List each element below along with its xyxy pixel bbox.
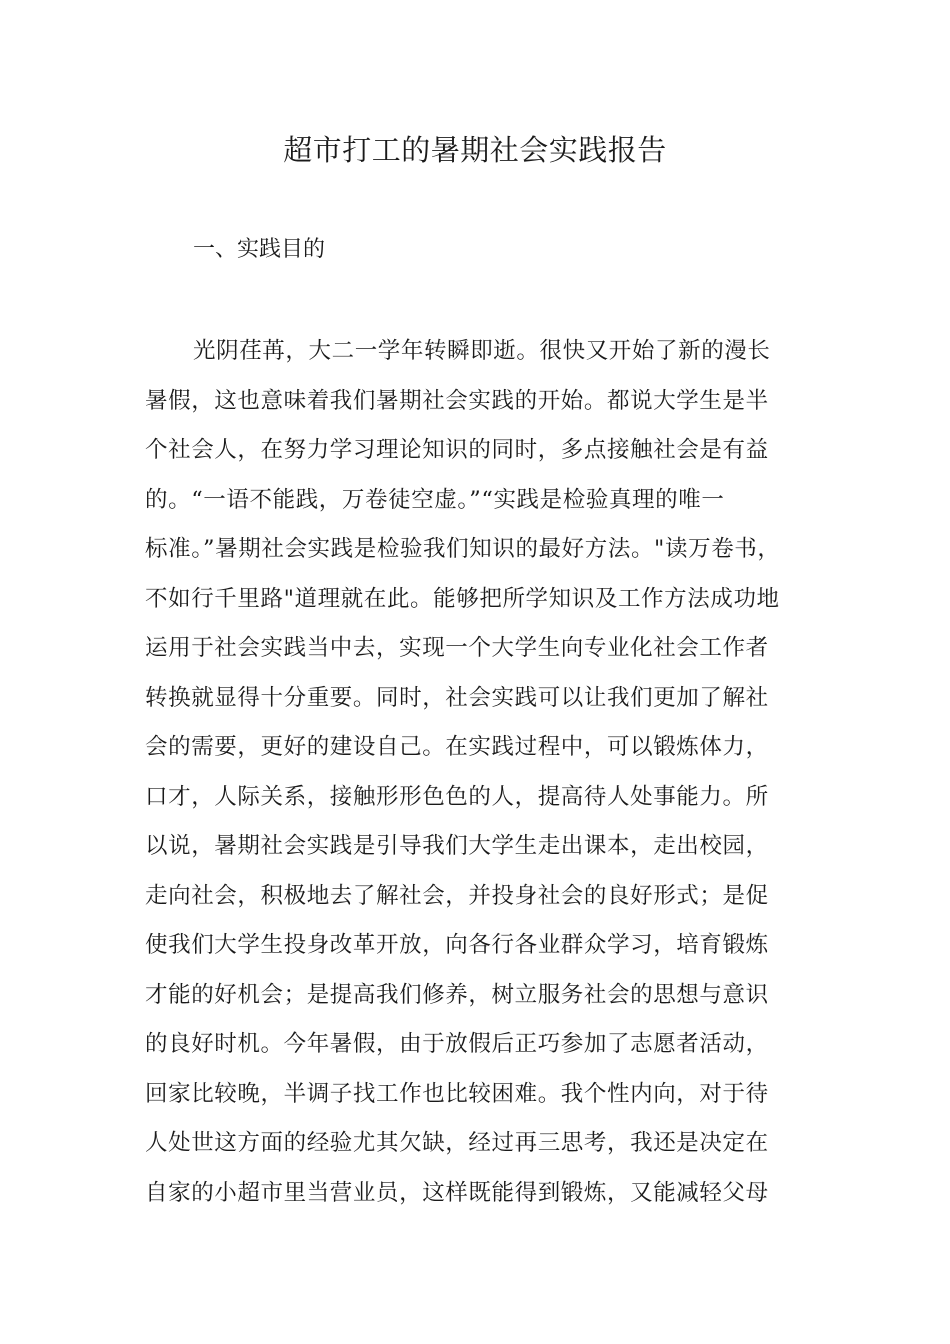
document-title: 超市打工的暑期社会实践报告 bbox=[283, 133, 667, 167]
paragraph-line: 暑假，这也意味着我们暑期社会实践的开始。都说大学生是半 bbox=[145, 387, 769, 414]
paragraph-line: 才能的好机会；是提高我们修养，树立服务社会的思想与意识 bbox=[145, 981, 769, 1008]
paragraph-line: 转换就显得十分重要。同时，社会实践可以让我们更加了解社 bbox=[145, 684, 769, 711]
paragraph-line: 的良好时机。今年暑假，由于放假后正巧参加了志愿者活动， bbox=[145, 1031, 769, 1057]
paragraph-line: 使我们大学生投身改革开放，向各行各业群众学习，培育锻炼 bbox=[145, 932, 769, 958]
paragraph-line: 人处世这方面的经验尤其欠缺，经过再三思考，我还是决定在 bbox=[145, 1130, 769, 1156]
paragraph-line: 标准。”暑期社会实践是检验我们知识的最好方法。"读万卷书， bbox=[145, 536, 781, 562]
paragraph-line: 走向社会，积极地去了解社会，并投身社会的良好形式；是促 bbox=[145, 882, 769, 909]
body-paragraph bbox=[145, 331, 825, 1222]
paragraph-line: 不如行千里路"道理就在此。能够把所学知识及工作方法成功地 bbox=[145, 585, 780, 612]
paragraph-line: 回家比较晚，半调子找工作也比较困难。我个性内向，对于待 bbox=[145, 1080, 769, 1107]
paragraph-line: 运用于社会实践当中去，实现一个大学生向专业化社会工作者 bbox=[145, 635, 769, 661]
paragraph-line: 自家的小超市里当营业员，这样既能得到锻炼，又能减轻父母 bbox=[145, 1179, 769, 1206]
paragraph-line: 以说，暑期社会实践是引导我们大学生走出课本，走出校园， bbox=[145, 833, 769, 859]
paragraph-line: 的。“一语不能践，万卷徒空虚。”“实践是检验真理的唯一 bbox=[145, 486, 725, 513]
section-heading: 一、实践目的 bbox=[193, 237, 326, 262]
paragraph-line: 光阴荏苒，大二一学年转瞬即逝。很快又开始了新的漫长 bbox=[193, 338, 771, 364]
paragraph-line: 口才，人际关系，接触形形色色的人，提高待人处事能力。所 bbox=[145, 783, 769, 810]
paragraph-line: 个社会人，在努力学习理论知识的同时，多点接触社会是有益 bbox=[145, 437, 769, 463]
paragraph-line: 会的需要，更好的建设自己。在实践过程中，可以锻炼体力， bbox=[145, 734, 769, 760]
